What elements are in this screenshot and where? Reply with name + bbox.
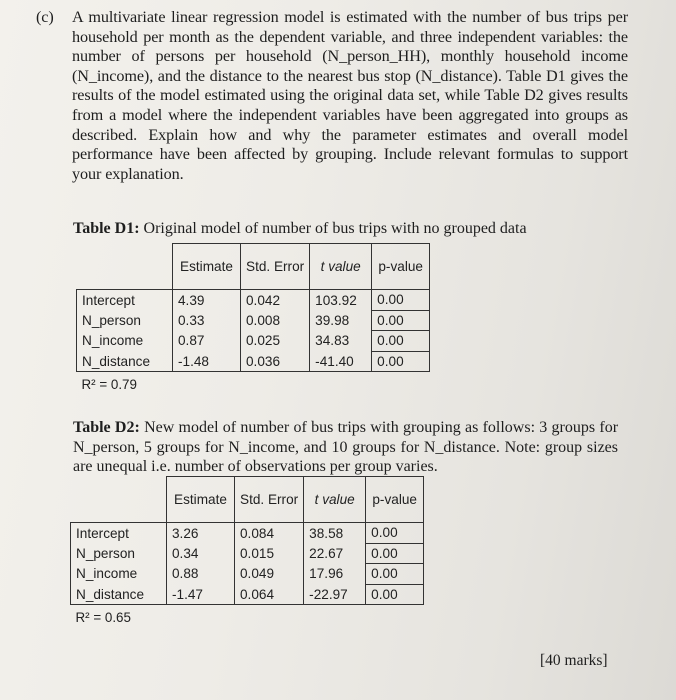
table2-caption-text: New model of number of bus trips with grouping as follows: 3 groups for N_person, 5 groups for N_income, and 10 groups for N_distance. Note: group sizes are unequal i.e. number of observations per group varies. [73, 419, 619, 475]
row-tvalue: 38.58 [304, 523, 366, 544]
row-pvalue: 0.00 [366, 523, 424, 544]
table-row [71, 523, 424, 544]
row-tvalue: 39.98 [310, 310, 372, 331]
table1-regression [76, 243, 430, 394]
table1-caption-text: Original model of number of bus trips with no grouped data [143, 220, 527, 237]
row-stderr: 0.008 [241, 310, 310, 331]
question-label: (c) [36, 8, 54, 26]
table-row [77, 310, 430, 331]
table1-corner [77, 244, 173, 290]
row-name: N_distance [71, 584, 167, 605]
row-name: N_distance [77, 351, 173, 372]
table1-header-tvalue: t value [310, 244, 372, 290]
table2-r-squared: R² = 0.65 [75, 609, 131, 625]
row-estimate: 0.33 [173, 310, 241, 331]
row-name: N_income [77, 331, 173, 352]
row-estimate: -1.48 [173, 351, 241, 372]
row-pvalue: 0.00 [372, 310, 430, 331]
row-name: Intercept [77, 290, 173, 311]
row-name: N_person [71, 543, 167, 564]
row-stderr: 0.064 [235, 584, 304, 605]
row-pvalue: 0.00 [372, 351, 430, 372]
question-text: A multivariate linear regression model is estimated with the number of bus trips per household per month as the dependent variable, and three independent variables: the number of persons per household (N_person_HH), monthly household income (N_income), and the distance to the nearest bus stop (N_distance). Table D1 gives the results of the model estimated using the original data set, while Table D2 gives results from a model where the independent variables have been aggregated into groups as described. Explain how and why the parameter estimates and overall model performance have been affected by grouping. Include relevant formulas to support your explanation. [72, 8, 628, 183]
row-stderr: 0.015 [235, 543, 304, 564]
row-estimate: -1.47 [167, 584, 235, 605]
row-tvalue: 22.67 [304, 543, 366, 564]
row-stderr: 0.042 [241, 290, 310, 311]
table1-header-estimate: Estimate [173, 244, 241, 290]
table2-caption-label: Table D2: [73, 419, 140, 436]
table-row [77, 331, 430, 352]
table-row [71, 584, 424, 605]
row-estimate: 0.88 [167, 564, 235, 585]
row-pvalue: 0.00 [372, 331, 430, 352]
table1-caption-label: Table D1: [73, 220, 140, 237]
row-stderr: 0.025 [241, 331, 310, 352]
row-tvalue: 103.92 [310, 290, 372, 311]
table2-header-tvalue: t value [304, 477, 366, 523]
row-name: N_person [77, 310, 173, 331]
question-paragraph [38, 8, 628, 184]
row-pvalue: 0.00 [366, 584, 424, 605]
table1-header-stderr: Std. Error [241, 244, 310, 290]
row-name: Intercept [71, 523, 167, 544]
table-row [71, 564, 424, 585]
table2-caption [73, 418, 618, 477]
row-name: N_income [71, 564, 167, 585]
row-tvalue: 34.83 [310, 331, 372, 352]
table-row [71, 543, 424, 564]
row-estimate: 0.87 [173, 331, 241, 352]
table1-caption [73, 219, 618, 239]
row-stderr: 0.036 [241, 351, 310, 372]
table1-r-squared: R² = 0.79 [81, 376, 137, 392]
row-stderr: 0.084 [235, 523, 304, 544]
row-estimate: 0.34 [167, 543, 235, 564]
row-estimate: 4.39 [173, 290, 241, 311]
row-stderr: 0.049 [235, 564, 304, 585]
row-tvalue: -41.40 [310, 351, 372, 372]
table2-corner [71, 477, 167, 523]
row-tvalue: 17.96 [304, 564, 366, 585]
table-row [77, 290, 430, 311]
marks-label: [40 marks] [540, 652, 608, 669]
row-pvalue: 0.00 [366, 543, 424, 564]
table2-header-pvalue: p-value [366, 477, 424, 523]
row-estimate: 3.26 [167, 523, 235, 544]
row-pvalue: 0.00 [366, 564, 424, 585]
row-tvalue: -22.97 [304, 584, 366, 605]
row-pvalue: 0.00 [372, 290, 430, 311]
table1-header-pvalue: p-value [372, 244, 430, 290]
table2-header-stderr: Std. Error [235, 477, 304, 523]
table2-regression [70, 476, 424, 627]
table2-header-estimate: Estimate [167, 477, 235, 523]
table-row [77, 351, 430, 372]
